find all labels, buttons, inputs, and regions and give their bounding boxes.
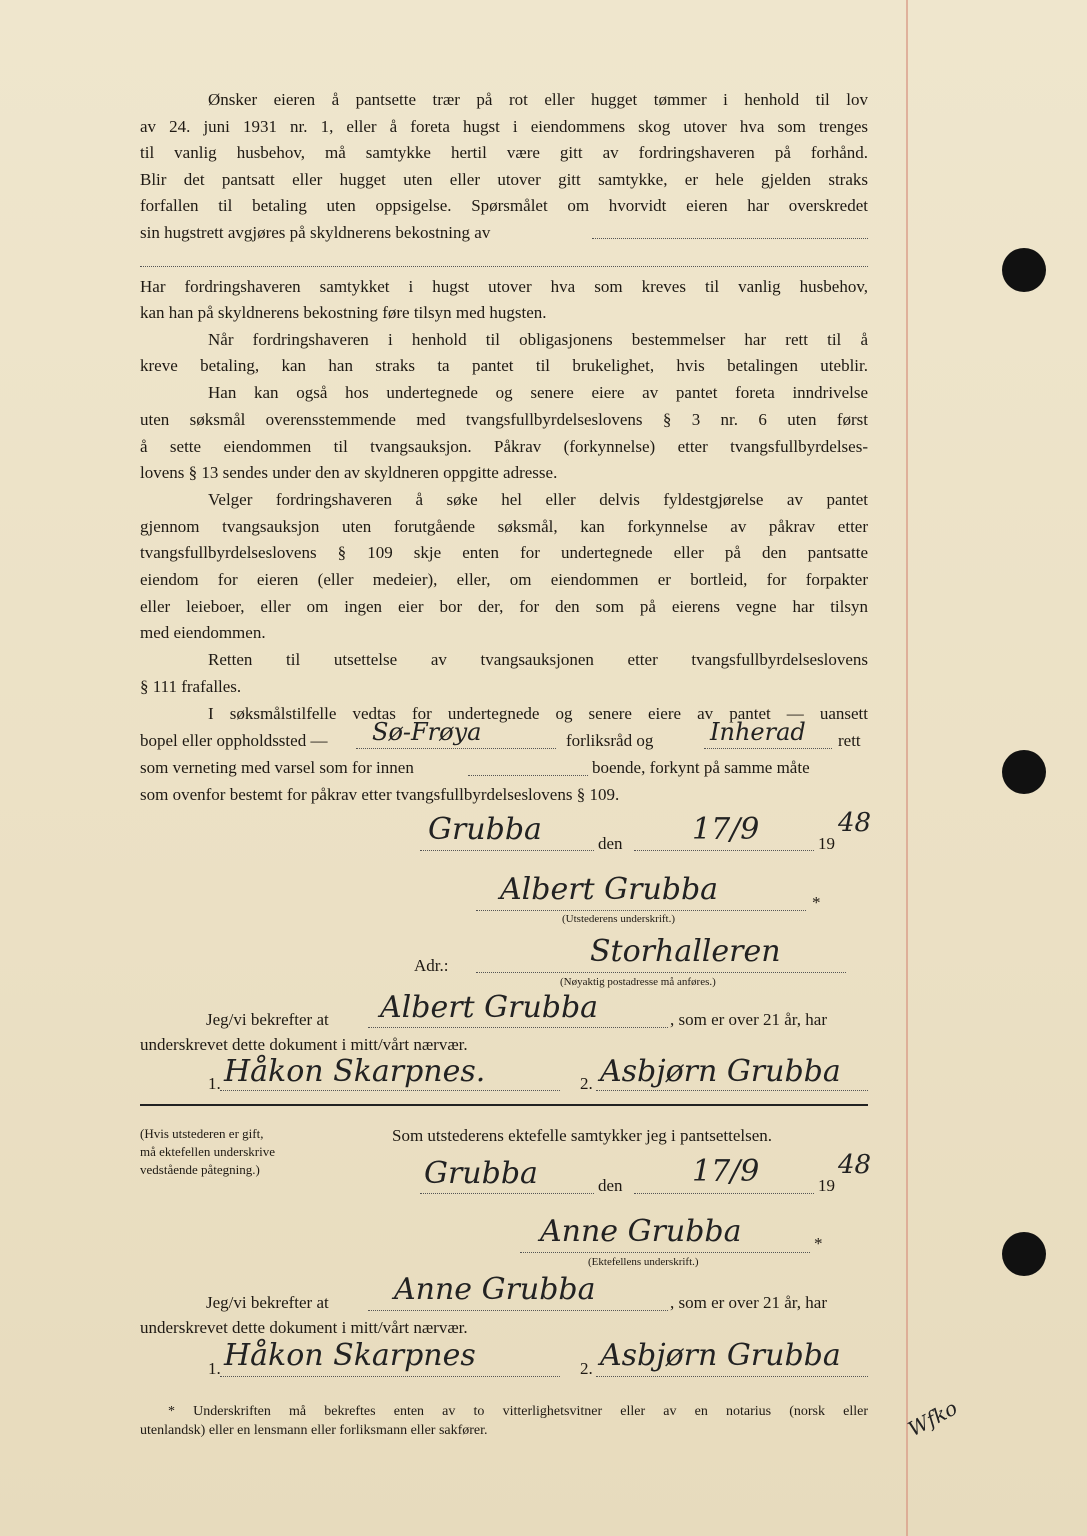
text-line: forfallen til betaling uten oppsigelse. Spørsmålet om hvorvidt eieren har overskredet [140, 196, 868, 215]
handwritten-witness: Håkon Skarpnes [224, 1338, 476, 1373]
footnote-line: utenlandsk) eller en lensmann eller forliksmann eller sakfører. [140, 1423, 488, 1438]
text-line: Velger fordringshaveren å søke hel eller delvis fyldestgjørelse av pantet [208, 490, 868, 509]
den-label: den [598, 1176, 623, 1195]
text-line: Når fordringshaveren i henhold til obligasjonens bestemmelser har rett til å [208, 330, 868, 349]
text-line: til vanlig husbehov, må samtykke hertil være gitt av fordringshaveren på forhånd. [140, 143, 868, 162]
punch-hole-top [1002, 248, 1046, 292]
fill-line [704, 748, 832, 749]
fill-line [356, 748, 556, 749]
text-line: sin hugstrett avgjøres på skyldnerens bekostning av [140, 223, 491, 242]
handwritten-address: Storhalleren [590, 934, 781, 969]
text-line: lovens § 13 sendes under den av skyldneren oppgitte adresse. [140, 463, 558, 482]
witness-text: , som er over 21 år, har [670, 1293, 827, 1312]
text-line: kreve betaling, kan han straks ta pantet til brukelighet, hvis betalingen uteblir. [140, 356, 868, 375]
text-line: Han kan også hos undertegnede og senere eiere av pantet foreta inndrivelse [208, 383, 868, 402]
witness-text: Jeg/vi bekrefter at [206, 1293, 329, 1312]
signature-caption: (Utstederens underskrift.) [562, 913, 676, 925]
spouse-note: (Hvis utstederen er gift, [140, 1126, 264, 1141]
fill-line [368, 1310, 668, 1311]
fill-line [468, 775, 588, 776]
text-line: eiendom for eieren (eller medeier), eller, om eiendommen er bortleid, for forpakter [140, 570, 868, 589]
text-line: å sette eiendommen til tvangsauksjon. Påkrav (forkynnelse) etter tvangsfullbyrdelses- [140, 437, 868, 456]
handwritten-place: Grubba [428, 812, 542, 847]
handwritten-year: 48 [838, 1150, 872, 1180]
witness-number: 2. [580, 1359, 593, 1378]
text-line: av 24. juni 1931 nr. 1, eller å foreta hugst i eiendommens skog utover hva som trenges [140, 117, 868, 136]
witness-text: underskrevet dette dokument i mitt/vårt nærvær. [140, 1318, 468, 1337]
signature-line [520, 1252, 810, 1253]
fill-line [220, 1376, 560, 1377]
spouse-note: må ektefellen underskrive [140, 1144, 275, 1159]
address-line [476, 972, 846, 973]
signature-caption: (Ektefellens underskrift.) [588, 1256, 699, 1268]
fill-line [592, 238, 868, 239]
section-divider [140, 1104, 868, 1106]
handwritten-witness: Håkon Skarpnes. [224, 1054, 486, 1089]
text-line: tvangsfullbyrdelseslovens § 109 skje enten for undertegnede eller på den pantsatte [140, 543, 868, 562]
venue-text: forliksråd og [566, 731, 654, 750]
text-line: Retten til utsettelse av tvangsauksjonen etter tvangsfullbyrdelseslovens [208, 650, 868, 669]
footnote-line: * Underskriften må bekreftes enten av to vitterlighetsvitner eller av en notarius (norsk eller [168, 1404, 868, 1419]
fill-line [634, 1193, 814, 1194]
year-prefix: 19 [818, 1176, 835, 1195]
text-line: eller leieboer, eller om ingen eier bor der, for den som på eierens vegne har tilsyn [140, 597, 868, 616]
handwritten-date: 17/9 [692, 1154, 760, 1189]
footnote-star: * [812, 893, 821, 912]
den-label: den [598, 834, 623, 853]
fill-line [368, 1027, 668, 1028]
fill-line [634, 850, 814, 851]
witness-text: , som er over 21 år, har [670, 1010, 827, 1029]
spouse-consent: Som utstederens ektefelle samtykker jeg i pantsettelsen. [392, 1126, 773, 1145]
year-prefix: 19 [818, 834, 835, 853]
address-label: Adr.: [414, 956, 449, 975]
fill-line [596, 1376, 868, 1377]
signature-line [476, 910, 806, 911]
fill-line [220, 1090, 560, 1091]
text-line: som ovenfor bestemt for påkrav etter tvangsfullbyrdelseslovens § 109. [140, 785, 620, 804]
handwritten-name: Albert Grubba [380, 990, 599, 1025]
witness-number: 1. [208, 1359, 221, 1378]
margin-rule [906, 0, 908, 1536]
fill-line [596, 1090, 868, 1091]
handwritten-year: 48 [838, 808, 872, 838]
witness-text: Jeg/vi bekrefter at [206, 1010, 329, 1029]
margin-initials: Wfko [904, 1395, 962, 1442]
handwritten-signature: Albert Grubba [500, 872, 719, 907]
text-line: Blir det pantsatt eller hugget uten eller utover gitt samtykke, er hele gjelden straks [140, 170, 868, 189]
venue-text: boende, forkynt på samme måte [592, 758, 810, 777]
venue-text: som verneting med varsel som for innen [140, 758, 414, 777]
footnote-star: * [814, 1234, 823, 1253]
address-caption: (Nøyaktig postadresse må anføres.) [560, 976, 716, 988]
venue-text: rett [838, 731, 861, 750]
punch-hole-middle [1002, 750, 1046, 794]
handwritten-court: Inherad [710, 718, 806, 746]
handwritten-signature: Anne Grubba [540, 1214, 742, 1249]
punch-hole-bottom [1002, 1232, 1046, 1276]
handwritten-date: 17/9 [692, 812, 760, 847]
handwritten-witness: Asbjørn Grubba [600, 1054, 841, 1089]
text-line: I søksmålstilfelle vedtas for undertegnede og senere eiere av pantet — uansett [208, 704, 868, 723]
text-line: Ønsker eieren å pantsette trær på rot eller hugget tømmer i henhold til lov [208, 90, 868, 109]
handwritten-place: Sø-Frøya [372, 718, 482, 746]
handwritten-name: Anne Grubba [394, 1272, 596, 1307]
fill-line [420, 1193, 594, 1194]
spouse-note: vedstående påtegning.) [140, 1162, 260, 1177]
handwritten-place: Grubba [424, 1156, 538, 1191]
text-line: uten søksmål overensstemmende med tvangsfullbyrdelseslovens § 3 nr. 6 uten først [140, 410, 868, 429]
text-line: Har fordringshaveren samtykket i hugst utover hva som kreves til vanlig husbehov, [140, 277, 868, 296]
handwritten-witness: Asbjørn Grubba [600, 1338, 841, 1373]
witness-number: 1. [208, 1074, 221, 1093]
witness-number: 2. [580, 1074, 593, 1093]
fill-line [140, 266, 868, 267]
venue-text: bopel eller oppholdssted — [140, 731, 328, 750]
text-line: gjennom tvangsauksjon uten forutgående søksmål, kan forkynnelse av påkrav etter [140, 517, 868, 536]
fill-line [420, 850, 594, 851]
text-line: § 111 frafalles. [140, 677, 242, 696]
text-line: kan han på skyldnerens bekostning føre tilsyn med hugsten. [140, 303, 547, 322]
witness-text: underskrevet dette dokument i mitt/vårt nærvær. [140, 1035, 468, 1054]
text-line: med eiendommen. [140, 623, 266, 642]
